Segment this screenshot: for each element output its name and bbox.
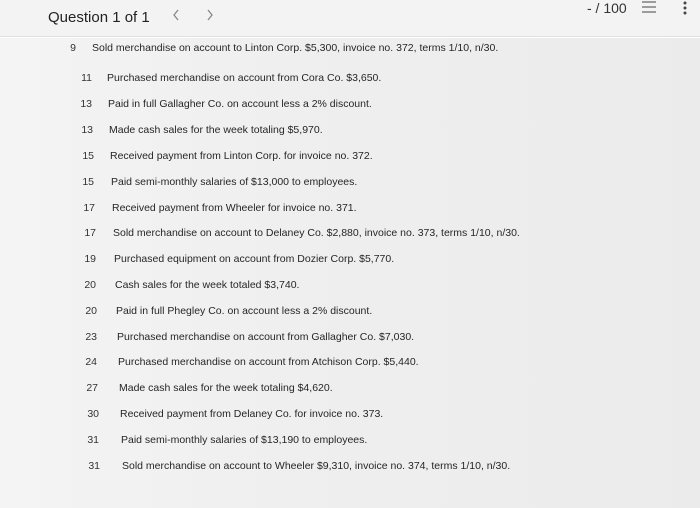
- transaction-text: Paid in full Gallagher Co. on account less a 2% discount.: [108, 98, 372, 110]
- transaction-text: Paid semi-monthly salaries of $13,190 to employees.: [121, 434, 368, 446]
- more-vertical-icon: [681, 0, 689, 16]
- transaction-text: Purchased merchandise on account from Atchison Corp. $5,440.: [118, 356, 419, 368]
- transaction-day: 30: [87, 408, 99, 420]
- transaction-day: 27: [86, 382, 98, 394]
- transaction-day: 20: [84, 279, 96, 291]
- score-display: - / 100: [587, 0, 627, 16]
- transaction-text: Sold merchandise on account to Wheeler $9,310, invoice no. 374, terms 1/10, n/30.: [122, 460, 511, 472]
- previous-question-button[interactable]: [168, 8, 184, 26]
- header-divider: [0, 36, 700, 37]
- next-question-button[interactable]: [202, 8, 218, 26]
- transaction-text: Paid in full Phegley Co. on account less a 2% discount.: [116, 305, 373, 317]
- transaction-day: 19: [84, 253, 96, 265]
- transaction-day: 23: [85, 331, 97, 343]
- transaction-text: Received payment from Wheeler for invoice no. 371.: [112, 202, 357, 214]
- transaction-text: Made cash sales for the week totaling $4,620.: [119, 382, 333, 394]
- transaction-day: 13: [81, 124, 93, 136]
- transaction-day: 15: [82, 176, 94, 188]
- transaction-day: 11: [81, 72, 92, 84]
- transaction-day: 15: [82, 150, 94, 162]
- list-icon: [640, 0, 658, 14]
- transaction-text: Purchased equipment on account from Dozier Corp. $5,770.: [114, 253, 395, 265]
- question-header: [0, 0, 700, 36]
- question-content: [0, 38, 700, 508]
- transaction-day: 17: [83, 202, 95, 214]
- chevron-right-icon: [206, 9, 214, 21]
- transaction-day: 9: [70, 42, 76, 54]
- transaction-text: Received payment from Linton Corp. for invoice no. 372.: [110, 150, 373, 162]
- chevron-left-icon: [172, 9, 180, 21]
- transaction-text: Purchased merchandise on account from Cora Co. $3,650.: [107, 72, 382, 84]
- transaction-day: 13: [80, 98, 92, 110]
- transaction-text: Made cash sales for the week totaling $5,970.: [109, 124, 323, 136]
- transaction-text: Cash sales for the week totaled $3,740.: [115, 279, 300, 291]
- transaction-text: Purchased merchandise on account from Gallagher Co. $7,030.: [117, 331, 415, 343]
- transaction-text: Sold merchandise on account to Delaney Co. $2,880, invoice no. 373, terms 1/10, n/30.: [113, 227, 520, 239]
- transaction-day: 17: [84, 227, 96, 239]
- transaction-text: Paid semi-monthly salaries of $13,000 to employees.: [111, 176, 358, 188]
- transaction-day: 20: [85, 305, 97, 317]
- question-list-button[interactable]: [640, 0, 658, 14]
- transaction-day: 31: [88, 460, 100, 472]
- more-options-button[interactable]: [681, 0, 689, 16]
- question-counter: Question 1 of 1: [48, 9, 150, 26]
- transaction-day: 24: [85, 356, 97, 368]
- transaction-text: Received payment from Delaney Co. for invoice no. 373.: [120, 408, 384, 420]
- transaction-text: Sold merchandise on account to Linton Corp. $5,300, invoice no. 372, terms 1/10, n/30.: [92, 42, 499, 54]
- transaction-day: 31: [87, 434, 99, 446]
